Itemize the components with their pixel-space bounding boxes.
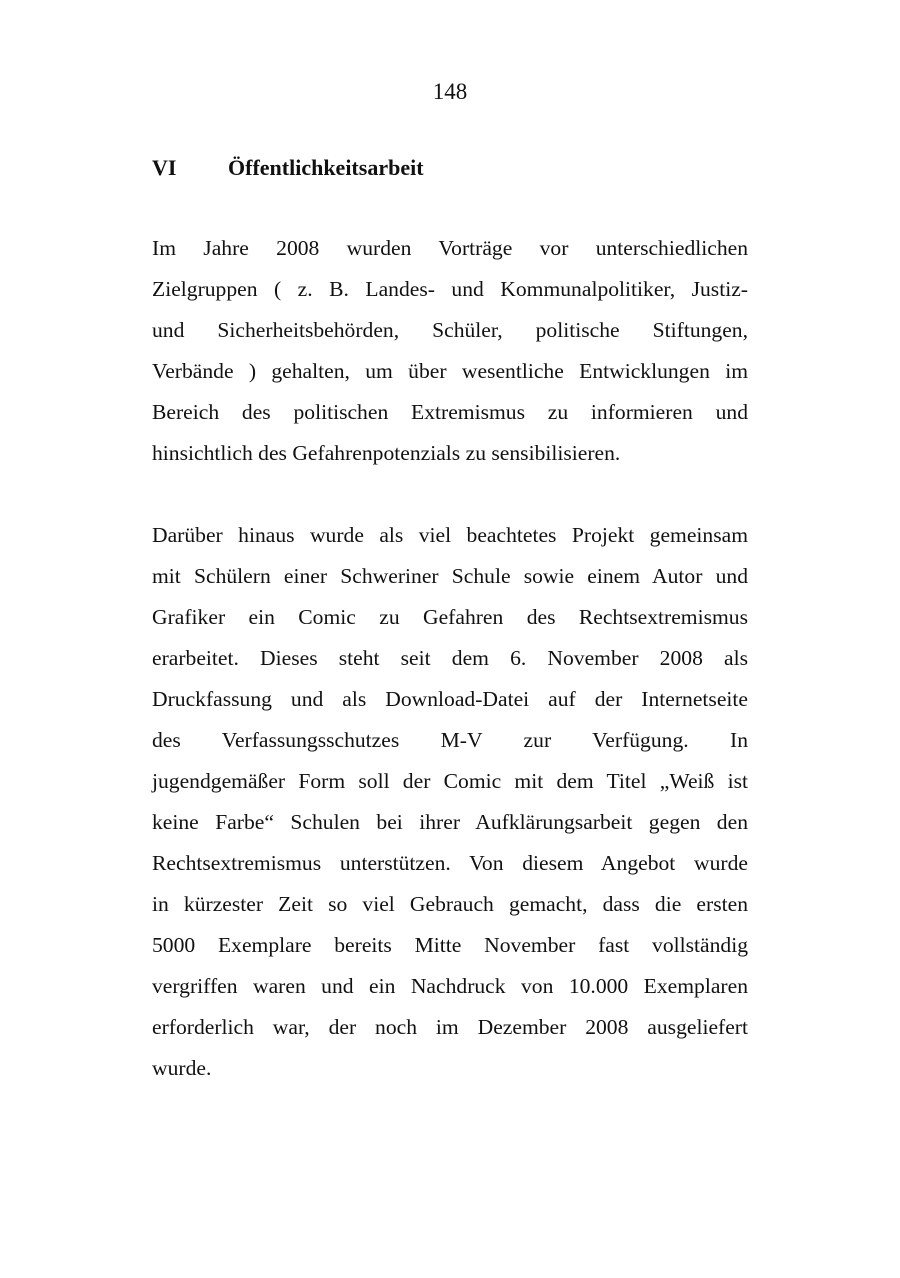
paragraph-line: jugendgemäßer Form soll der Comic mit dem Titel „Weiß ist	[152, 769, 748, 793]
paragraph-line: Zielgruppen ( z. B. Landes- und Kommunalpolitiker, Justiz-	[152, 277, 748, 301]
paragraph-line: erarbeitet. Dieses steht seit dem 6. November 2008 als	[152, 646, 748, 670]
section-heading	[152, 154, 752, 182]
paragraph-line: in kürzester Zeit so viel Gebrauch gemacht, dass die ersten	[152, 892, 748, 916]
paragraph-line: Druckfassung und als Download-Datei auf der Internetseite	[152, 687, 748, 711]
paragraph-line: Rechtsextremismus unterstützen. Von diesem Angebot wurde	[152, 851, 748, 875]
paragraph-line: Im Jahre 2008 wurden Vorträge vor unterschiedlichen	[152, 236, 748, 260]
paragraph-line: Darüber hinaus wurde als viel beachtetes Projekt gemeinsam	[152, 523, 748, 547]
paragraph-line: erforderlich war, der noch im Dezember 2008 ausgeliefert	[152, 1015, 748, 1039]
paragraph-line: hinsichtlich des Gefahrenpotenzials zu sensibilisieren.	[152, 441, 621, 465]
paragraph-line: vergriffen waren und ein Nachdruck von 10.000 Exemplaren	[152, 974, 748, 998]
paragraph-2	[152, 515, 748, 1089]
paragraph-1	[152, 228, 748, 474]
page-number: 148	[432, 79, 468, 104]
paragraph-line: wurde.	[152, 1056, 212, 1080]
paragraph-line: des Verfassungsschutzes M-V zur Verfügung. In	[152, 728, 748, 752]
paragraph-line: mit Schülern einer Schweriner Schule sowie einem Autor und	[152, 564, 748, 588]
paragraph-line: Verbände ) gehalten, um über wesentliche Entwicklungen im	[152, 359, 748, 383]
section-title: Öffentlichkeitsarbeit	[228, 155, 424, 180]
paragraph-line: 5000 Exemplare bereits Mitte November fast vollständig	[152, 933, 748, 957]
paragraph-line: keine Farbe“ Schulen bei ihrer Aufklärungsarbeit gegen den	[152, 810, 748, 834]
paragraph-line: Grafiker ein Comic zu Gefahren des Rechtsextremismus	[152, 605, 748, 629]
paragraph-line: Bereich des politischen Extremismus zu informieren und	[152, 400, 748, 424]
section-number: VI	[152, 155, 177, 180]
paragraph-line: und Sicherheitsbehörden, Schüler, politische Stiftungen,	[152, 318, 748, 342]
